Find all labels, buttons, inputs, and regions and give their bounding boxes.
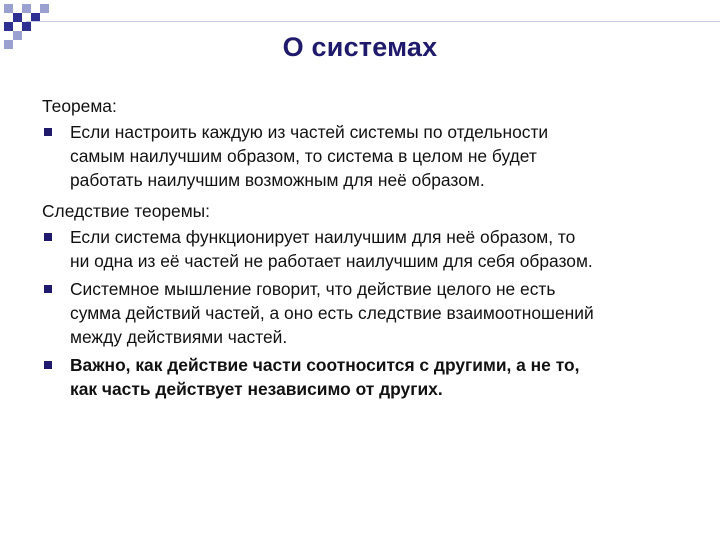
list-item-emphasized bbox=[42, 353, 702, 401]
decor-square-icon bbox=[4, 4, 13, 13]
list-item bbox=[42, 225, 702, 273]
list-item bbox=[42, 120, 702, 192]
list-item-line: как часть действует независимо от других. bbox=[70, 379, 443, 399]
list-item-line: Если система функционирует наилучшим для неё образом, то bbox=[70, 227, 576, 247]
list-item-line: Системное мышление говорит, что действие целого не есть bbox=[70, 279, 556, 299]
decor-square-icon bbox=[40, 4, 49, 13]
decor-square-icon bbox=[22, 22, 31, 31]
section-heading-theorem: Теорема: bbox=[42, 96, 117, 116]
list-item-line: ни одна из её частей не работает наилучшим для себя образом. bbox=[70, 251, 593, 271]
decor-square-icon bbox=[13, 13, 22, 22]
square-bullet-icon bbox=[44, 233, 52, 241]
list-item-line: самым наилучшим образом, то система в целом не будет bbox=[70, 146, 537, 166]
list-item-line: Если настроить каждую из частей системы по отдельности bbox=[70, 122, 549, 142]
section-heading-corollary: Следствие теоремы: bbox=[42, 201, 211, 221]
list-item-line: Важно, как действие части соотносится с другими, а не то, bbox=[70, 355, 580, 375]
list-item-line: работать наилучшим возможным для неё образом. bbox=[70, 170, 485, 190]
list-item-line: сумма действий частей, а оно есть следствие взаимоотношений bbox=[70, 303, 594, 323]
square-bullet-icon bbox=[44, 361, 52, 369]
slide-title: О системах bbox=[282, 32, 438, 62]
slide-body bbox=[42, 94, 702, 405]
square-bullet-icon bbox=[44, 128, 52, 136]
decor-square-icon bbox=[4, 22, 13, 31]
list-item-line: между действиями частей. bbox=[70, 327, 288, 347]
list-item bbox=[42, 277, 702, 349]
header-rule bbox=[26, 21, 720, 22]
decor-square-icon bbox=[22, 4, 31, 13]
square-bullet-icon bbox=[44, 285, 52, 293]
